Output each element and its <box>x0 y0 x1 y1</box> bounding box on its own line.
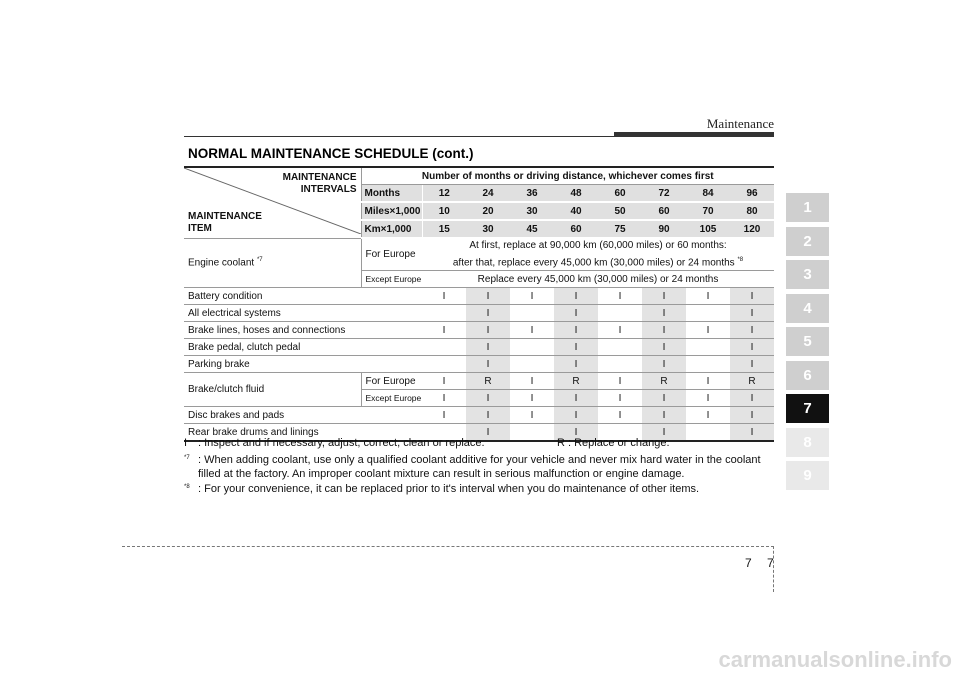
km-cell: 15 <box>422 220 466 238</box>
row-cell: I <box>642 424 686 442</box>
legend-i-mark: I <box>184 437 188 449</box>
row-cell <box>510 305 554 322</box>
chapter-tab-9[interactable]: 9 <box>786 461 829 490</box>
row-cell: I <box>686 407 730 424</box>
chapter-tab-6[interactable]: 6 <box>786 361 829 390</box>
table-row <box>184 356 774 373</box>
row-cell: I <box>642 322 686 339</box>
miles-cell: 10 <box>422 202 466 220</box>
miles-cell: 60 <box>642 202 686 220</box>
chapter-tab-4[interactable]: 4 <box>786 294 829 323</box>
row-cell <box>598 339 642 356</box>
coolant-other-text: Replace every 45,000 km (30,000 miles) or 24 months <box>422 271 774 288</box>
miles-cell: 70 <box>686 202 730 220</box>
row-cell: I <box>598 322 642 339</box>
miles-cell: 80 <box>730 202 774 220</box>
row-cell: I <box>466 339 510 356</box>
footnote-8 <box>184 482 774 496</box>
row-cell: I <box>466 322 510 339</box>
header-rule <box>184 136 614 137</box>
coolant-other-label: Except Europe <box>361 271 422 288</box>
row-cell: I <box>466 356 510 373</box>
legend-r-text: R : Replace or change. <box>557 437 670 449</box>
row-cell <box>686 339 730 356</box>
row-cell <box>422 339 466 356</box>
row-cell <box>422 305 466 322</box>
row-cell: I <box>510 322 554 339</box>
row-cell <box>422 356 466 373</box>
months-cell: 72 <box>642 185 686 203</box>
row-cell: I <box>730 288 774 305</box>
row-cell: I <box>466 390 510 407</box>
row-cell: I <box>642 305 686 322</box>
row-cell <box>598 356 642 373</box>
row-cell: I <box>422 373 466 390</box>
coolant-row-europe <box>184 238 774 271</box>
row-cell: I <box>466 288 510 305</box>
row-cell: I <box>598 288 642 305</box>
km-cell: 60 <box>554 220 598 238</box>
fluid-item: Brake/clutch fluid <box>184 373 361 407</box>
watermark: carmanualsonline.info <box>718 647 952 672</box>
row-cell: I <box>642 339 686 356</box>
footnote-7 <box>184 453 774 481</box>
row-cell: I <box>554 288 598 305</box>
fluid-europe-label: For Europe <box>361 373 422 390</box>
row-cell: I <box>554 407 598 424</box>
item-label: MAINTENANCE ITEM <box>188 210 262 234</box>
row-cell: I <box>598 390 642 407</box>
km-cell: 90 <box>642 220 686 238</box>
fluid-other-label: Except Europe <box>361 390 422 407</box>
row-cell: I <box>422 407 466 424</box>
page-number: 7 7 <box>745 556 780 570</box>
table-corner-header <box>184 167 361 238</box>
row-cell: R <box>642 373 686 390</box>
interval-title: Number of months or driving distance, whichever comes first <box>361 167 774 185</box>
row-cell: I <box>598 373 642 390</box>
months-cell: 24 <box>466 185 510 203</box>
coolant-europe-label: For Europe <box>361 238 422 271</box>
months-cell: 36 <box>510 185 554 203</box>
row-cell: I <box>642 407 686 424</box>
table-row <box>184 305 774 322</box>
chapter-tab-2[interactable]: 2 <box>786 227 829 256</box>
maintenance-schedule-table <box>184 166 774 442</box>
row-item: Brake lines, hoses and connections <box>184 322 422 339</box>
row-item: Parking brake <box>184 356 422 373</box>
section-title: Maintenance <box>706 116 774 131</box>
row-item: Disc brakes and pads <box>184 407 422 424</box>
row-cell: I <box>466 407 510 424</box>
row-cell: I <box>510 390 554 407</box>
row-item: Brake pedal, clutch pedal <box>184 339 422 356</box>
legend <box>184 437 774 451</box>
row-cell: I <box>466 424 510 442</box>
row-cell: I <box>642 356 686 373</box>
km-cell: 45 <box>510 220 554 238</box>
months-cell: 12 <box>422 185 466 203</box>
row-cell: I <box>730 424 774 442</box>
header-rule-bar <box>614 132 774 137</box>
coolant-europe-text: At first, replace at 90,000 km (60,000 miles) or 60 months: after that, replace every 45,000 km (30,000 miles) or 24 months $^{*8}$ <box>422 238 774 271</box>
row-cell <box>598 305 642 322</box>
chapter-tab-3[interactable]: 3 <box>786 260 829 289</box>
chapter-tab-1[interactable]: 1 <box>786 193 829 222</box>
row-cell: I <box>686 288 730 305</box>
row-cell: I <box>554 322 598 339</box>
chapter-tab-8[interactable]: 8 <box>786 428 829 457</box>
row-cell: I <box>730 339 774 356</box>
row-cell: I <box>730 322 774 339</box>
row-cell: R <box>554 373 598 390</box>
km-cell: 105 <box>686 220 730 238</box>
row-cell: I <box>686 373 730 390</box>
row-cell: I <box>730 407 774 424</box>
row-cell: I <box>510 373 554 390</box>
table-row <box>184 339 774 356</box>
row-cell: I <box>554 390 598 407</box>
miles-cell: 50 <box>598 202 642 220</box>
footnote-7-mark: *7 <box>184 455 190 461</box>
chapter-tab-7[interactable]: 7 <box>786 394 829 423</box>
coolant-note-mark: *7 <box>256 257 263 264</box>
footnote-8-text: : For your convenience, it can be replaced prior to it's interval when you do maintenance of other items. <box>198 483 700 495</box>
km-label: Km×1,000 <box>361 220 422 238</box>
row-cell: R <box>466 373 510 390</box>
footnote-7-text: : When adding coolant, use only a qualified coolant additive for your vehicle and never mix hard water in the coolant filled at the factory. An improper coolant mixture can result in serious malfunction or engine damage. <box>198 454 761 480</box>
row-item: Rear brake drums and linings <box>184 424 422 442</box>
months-cell: 48 <box>554 185 598 203</box>
miles-cell: 40 <box>554 202 598 220</box>
footnote-8-mark: *8 <box>184 484 190 490</box>
miles-cell: 30 <box>510 202 554 220</box>
months-cell: 60 <box>598 185 642 203</box>
months-label: Months <box>361 185 422 203</box>
row-cell: I <box>510 288 554 305</box>
row-cell: R <box>730 373 774 390</box>
row-cell: I <box>422 390 466 407</box>
chapter-tab-5[interactable]: 5 <box>786 327 829 356</box>
row-cell: I <box>686 390 730 407</box>
row-cell: I <box>598 407 642 424</box>
row-cell: I <box>554 356 598 373</box>
miles-cell: 20 <box>466 202 510 220</box>
row-cell <box>510 356 554 373</box>
row-cell: I <box>554 305 598 322</box>
legend-i-text: : Inspect and if necessary, adjust, correct, clean or replace. <box>198 437 485 449</box>
km-cell: 120 <box>730 220 774 238</box>
km-cell: 75 <box>598 220 642 238</box>
row-cell: I <box>554 424 598 442</box>
row-cell: I <box>422 322 466 339</box>
row-cell: I <box>466 305 510 322</box>
footer-rule <box>122 546 774 547</box>
row-item: All electrical systems <box>184 305 422 322</box>
months-cell: 96 <box>730 185 774 203</box>
page-heading: NORMAL MAINTENANCE SCHEDULE (cont.) <box>188 146 474 161</box>
table-row <box>184 288 774 305</box>
km-cell: 30 <box>466 220 510 238</box>
coolant-item: Engine coolant $^{*7}$ <box>184 238 361 288</box>
row-cell: I <box>686 322 730 339</box>
row-cell: I <box>510 407 554 424</box>
row-cell: I <box>730 356 774 373</box>
miles-label: Miles×1,000 <box>361 202 422 220</box>
intervals-label: MAINTENANCE INTERVALS <box>282 172 357 195</box>
row-cell: I <box>730 305 774 322</box>
row-item: Battery condition <box>184 288 422 305</box>
row-cell <box>510 339 554 356</box>
chapter-tabs <box>786 193 829 495</box>
fluid-row-europe <box>184 373 774 390</box>
table-row <box>184 407 774 424</box>
months-cell: 84 <box>686 185 730 203</box>
row-cell: I <box>642 288 686 305</box>
row-cell: I <box>730 390 774 407</box>
row-cell: I <box>554 339 598 356</box>
table-row <box>184 322 774 339</box>
row-cell: I <box>422 288 466 305</box>
row-cell <box>686 305 730 322</box>
row-cell: I <box>642 390 686 407</box>
row-cell <box>686 356 730 373</box>
